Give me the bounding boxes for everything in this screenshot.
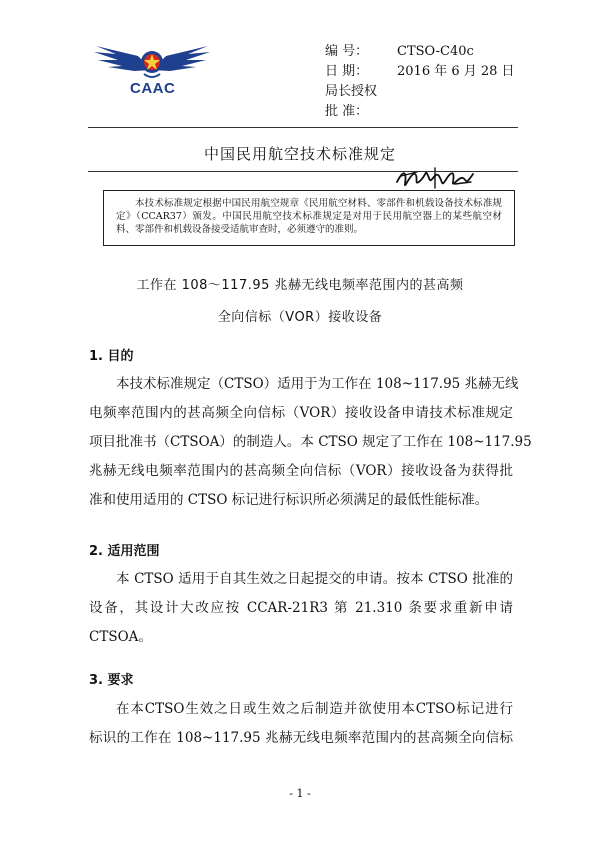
logo-text: CAAC	[130, 80, 176, 97]
meta-authorization-row	[325, 82, 515, 102]
page-number: - 1 -	[289, 787, 311, 800]
text-line: 本 CTSO 适用于自其生效之日起提交的申请。按本 CTSO 批准的	[116, 571, 513, 587]
text-line: 准和使用适用的 CTSO 标记进行标识所必须满足的最低性能标准。	[89, 492, 489, 508]
caac-logo	[88, 40, 216, 100]
meta-label: 局长授权	[325, 84, 378, 99]
section-heading-purpose: 1. 目的	[89, 349, 134, 364]
notice-box: 本技术标准规定根据中国民用航空规章《民用航空材料、零部件和机载设备技术标准规定》（CCAR37）颁发。中国民用航空技术标准规定是对用于民用航空器上的某些航空材料、零部件和机载设备接受适航审查时，必须遵守的准则。	[103, 190, 515, 246]
text-line: 设备，其设计大改应按 CCAR-21R3 第 21.310 条要求重新申请	[89, 600, 513, 616]
text-line: 电频率范围内的甚高频全向信标（VOR）接收设备申请技术标准规定	[89, 405, 513, 421]
section-body-scope	[89, 565, 513, 652]
title-divider	[88, 171, 518, 172]
text-line: 兆赫无线电频率范围内的甚高频全向信标（VOR）接收设备为获得批	[89, 463, 513, 479]
meta-label: 批 准：	[325, 104, 369, 119]
text-line: 项目批准书（CTSOA）的制造人。本 CTSO 规定了工作在 108~117.95	[89, 434, 532, 450]
caac-wings-emblem	[88, 40, 216, 80]
subject-title-line-1: 工作在 108～117.95 兆赫无线电频率范围内的甚高频	[136, 278, 464, 293]
meta-value: 2016 年 6 月 28 日	[397, 64, 515, 79]
subject-title-line-2: 全向信标（VOR）接收设备	[217, 310, 383, 325]
meta-date-row	[325, 62, 515, 82]
text-line: 标识的工作在 108~117.95 兆赫无线电频率范围内的甚高频全向信标	[89, 730, 513, 746]
meta-number-row	[325, 42, 515, 62]
document-title: 中国民用航空技术标准规定	[203, 145, 396, 163]
section-heading-requirements: 3. 要求	[89, 673, 134, 688]
document-meta	[325, 42, 515, 122]
meta-approval-row	[325, 102, 515, 122]
meta-value: CTSO-C40c	[397, 44, 474, 59]
section-body-purpose	[89, 370, 532, 515]
text-line: CTSOA。	[89, 629, 152, 645]
meta-label: 编 号：	[325, 44, 369, 59]
section-heading-scope: 2. 适用范围	[89, 544, 160, 559]
header-divider	[88, 127, 518, 128]
meta-label: 日 期：	[325, 64, 369, 79]
text-line: 本技术标准规定（CTSO）适用于为工作在 108~117.95 兆赫无线	[116, 376, 519, 392]
text-line: 在本CTSO生效之日或生效之后制造并欲使用本CTSO标记进行	[116, 701, 513, 717]
section-body-requirements	[89, 695, 513, 753]
handwritten-signature	[395, 164, 475, 192]
